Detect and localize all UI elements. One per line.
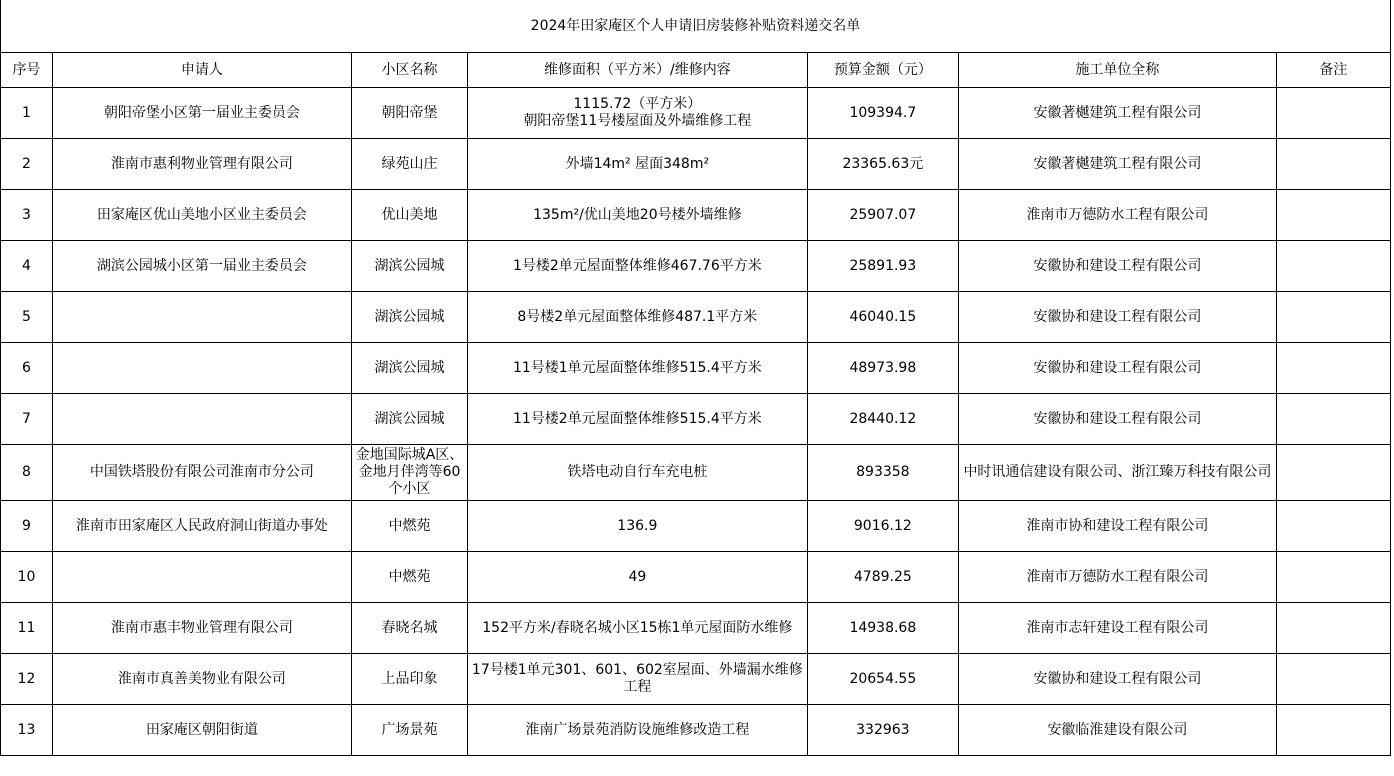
cell-applicant[interactable] <box>52 552 351 603</box>
cell-remark[interactable] <box>1276 705 1390 756</box>
table-row <box>1 292 1391 343</box>
cell-budget[interactable]: 893358 <box>807 445 959 501</box>
area-line: 1115.72（平方米） <box>573 96 702 112</box>
cell-seq[interactable]: 8 <box>1 445 53 501</box>
header-community[interactable]: 小区名称 <box>351 53 467 88</box>
area-line: 1号楼2单元屋面整体维修467.76平方米 <box>512 257 762 274</box>
area-line: 铁塔电动自行车充电桩 <box>567 464 708 480</box>
cell-contractor[interactable]: 淮南市万德防水工程有限公司 <box>959 552 1277 603</box>
cell-community[interactable]: 朝阳帝堡 <box>351 88 467 139</box>
table-row <box>1 241 1391 292</box>
cell-area[interactable] <box>468 88 807 139</box>
cell-seq[interactable]: 10 <box>1 552 53 603</box>
table-row <box>1 190 1391 241</box>
cell-budget[interactable]: 48973.98 <box>807 343 959 394</box>
cell-community[interactable]: 湖滨公园城 <box>351 241 467 292</box>
cell-contractor[interactable]: 淮南市协和建设工程有限公司 <box>959 501 1277 552</box>
cell-applicant[interactable] <box>52 394 351 445</box>
cell-budget[interactable]: 23365.63元 <box>807 139 959 190</box>
cell-applicant[interactable]: 中国铁塔股份有限公司淮南市分公司 <box>52 445 351 501</box>
cell-applicant[interactable]: 淮南市惠丰物业管理有限公司 <box>52 603 351 654</box>
cell-seq[interactable]: 11 <box>1 603 53 654</box>
cell-applicant[interactable]: 淮南市惠利物业管理有限公司 <box>52 139 351 190</box>
cell-seq[interactable]: 7 <box>1 394 53 445</box>
cell-community[interactable]: 优山美地 <box>351 190 467 241</box>
header-area[interactable]: 维修面积（平方米）/维修内容 <box>468 53 807 88</box>
cell-contractor[interactable]: 安徽协和建设工程有限公司 <box>959 654 1277 705</box>
cell-applicant[interactable] <box>52 343 351 394</box>
cell-budget[interactable]: 25907.07 <box>807 190 959 241</box>
header-row <box>1 53 1391 88</box>
cell-remark[interactable] <box>1276 654 1390 705</box>
table-row <box>1 603 1391 654</box>
cell-area[interactable] <box>468 705 807 756</box>
area-line: 外墙14m² 屋面348m² <box>565 155 710 172</box>
cell-seq[interactable]: 9 <box>1 501 53 552</box>
cell-budget[interactable]: 20654.55 <box>807 654 959 705</box>
cell-budget[interactable]: 9016.12 <box>807 501 959 552</box>
area-line: 11号楼2单元屋面整体维修515.4平方米 <box>512 410 762 427</box>
cell-budget[interactable]: 25891.93 <box>807 241 959 292</box>
area-line: 17号楼1单元301、601、602室屋面、外墙漏水维修工程 <box>471 662 803 695</box>
area-line: 136.9 <box>617 517 658 534</box>
cell-applicant[interactable]: 田家庵区优山美地小区业主委员会 <box>52 190 351 241</box>
header-seq[interactable]: 序号 <box>1 53 53 88</box>
cell-remark[interactable] <box>1276 292 1390 343</box>
area-line: 8号楼2单元屋面整体维修487.1平方米 <box>517 308 758 325</box>
cell-seq[interactable]: 3 <box>1 190 53 241</box>
area-line: 152平方米/春晓名城小区15栋1单元屋面防水维修 <box>482 619 793 636</box>
header-remark[interactable]: 备注 <box>1276 53 1390 88</box>
cell-applicant[interactable] <box>52 292 351 343</box>
cell-budget[interactable]: 332963 <box>807 705 959 756</box>
cell-budget[interactable]: 28440.12 <box>807 394 959 445</box>
cell-contractor[interactable]: 淮南市万德防水工程有限公司 <box>959 190 1277 241</box>
cell-area[interactable] <box>468 190 807 241</box>
cell-remark[interactable] <box>1276 139 1390 190</box>
cell-community[interactable]: 金地国际城A区、金地月伴湾等60个小区 <box>351 445 467 501</box>
cell-remark[interactable] <box>1276 552 1390 603</box>
cell-area[interactable] <box>468 445 807 501</box>
cell-area[interactable] <box>468 501 807 552</box>
cell-remark[interactable] <box>1276 394 1390 445</box>
cell-applicant[interactable]: 田家庵区朝阳街道 <box>52 705 351 756</box>
cell-area[interactable] <box>468 654 807 705</box>
cell-budget[interactable]: 109394.7 <box>807 88 959 139</box>
cell-community[interactable]: 春晓名城 <box>351 603 467 654</box>
cell-area[interactable] <box>468 241 807 292</box>
cell-community[interactable]: 绿苑山庄 <box>351 139 467 190</box>
cell-remark[interactable] <box>1276 190 1390 241</box>
cell-contractor[interactable]: 中时讯通信建设有限公司、浙江臻万科技有限公司 <box>959 445 1277 501</box>
cell-area[interactable] <box>468 394 807 445</box>
cell-community[interactable]: 湖滨公园城 <box>351 343 467 394</box>
cell-applicant[interactable]: 淮南市真善美物业有限公司 <box>52 654 351 705</box>
cell-seq[interactable]: 13 <box>1 705 53 756</box>
submission-table <box>0 52 1391 756</box>
cell-seq[interactable]: 12 <box>1 654 53 705</box>
table-body <box>1 88 1391 756</box>
cell-remark[interactable] <box>1276 241 1390 292</box>
table-row <box>1 654 1391 705</box>
table-row <box>1 88 1391 139</box>
cell-community[interactable]: 上品印象 <box>351 654 467 705</box>
cell-budget[interactable]: 46040.15 <box>807 292 959 343</box>
sheet-title: 2024年田家庵区个人申请旧房装修补贴资料递交名单 <box>0 0 1391 52</box>
cell-contractor[interactable]: 安徽著樾建筑工程有限公司 <box>959 88 1277 139</box>
table-row <box>1 501 1391 552</box>
cell-contractor[interactable]: 安徽协和建设工程有限公司 <box>959 241 1277 292</box>
table-row <box>1 552 1391 603</box>
cell-contractor[interactable]: 安徽临淮建设有限公司 <box>959 705 1277 756</box>
table-row <box>1 445 1391 501</box>
cell-seq[interactable]: 4 <box>1 241 53 292</box>
cell-remark[interactable] <box>1276 88 1390 139</box>
cell-community[interactable]: 湖滨公园城 <box>351 394 467 445</box>
cell-contractor[interactable]: 淮南市志轩建设工程有限公司 <box>959 603 1277 654</box>
area-line: 11号楼1单元屋面整体维修515.4平方米 <box>512 359 762 376</box>
cell-area[interactable] <box>468 292 807 343</box>
cell-budget[interactable]: 4789.25 <box>807 552 959 603</box>
cell-contractor[interactable]: 安徽协和建设工程有限公司 <box>959 292 1277 343</box>
table-row <box>1 343 1391 394</box>
area-line: 135m²/优山美地20号楼外墙维修 <box>533 206 742 223</box>
cell-remark[interactable] <box>1276 501 1390 552</box>
cell-remark[interactable] <box>1276 343 1390 394</box>
cell-area[interactable] <box>468 139 807 190</box>
cell-seq[interactable]: 6 <box>1 343 53 394</box>
cell-community[interactable]: 湖滨公园城 <box>351 292 467 343</box>
cell-seq[interactable]: 2 <box>1 139 53 190</box>
area-line: 49 <box>628 568 647 585</box>
header-budget[interactable]: 预算金额（元） <box>807 53 959 88</box>
cell-applicant[interactable]: 湖滨公园城小区第一届业主委员会 <box>52 241 351 292</box>
cell-area[interactable] <box>468 343 807 394</box>
area-line: 朝阳帝堡11号楼屋面及外墙维修工程 <box>523 113 752 129</box>
cell-area[interactable] <box>468 552 807 603</box>
cell-budget[interactable]: 14938.68 <box>807 603 959 654</box>
cell-community[interactable]: 中燃苑 <box>351 552 467 603</box>
cell-applicant[interactable]: 朝阳帝堡小区第一届业主委员会 <box>52 88 351 139</box>
cell-remark[interactable] <box>1276 603 1390 654</box>
cell-contractor[interactable]: 安徽著樾建筑工程有限公司 <box>959 139 1277 190</box>
header-applicant[interactable]: 申请人 <box>52 53 351 88</box>
cell-community[interactable]: 广场景苑 <box>351 705 467 756</box>
cell-contractor[interactable]: 安徽协和建设工程有限公司 <box>959 343 1277 394</box>
header-contractor[interactable]: 施工单位全称 <box>959 53 1277 88</box>
area-line: 淮南广场景苑消防设施维修改造工程 <box>525 721 750 738</box>
cell-applicant[interactable]: 淮南市田家庵区人民政府洞山街道办事处 <box>52 501 351 552</box>
table-row <box>1 394 1391 445</box>
cell-community[interactable]: 中燃苑 <box>351 501 467 552</box>
cell-seq[interactable]: 5 <box>1 292 53 343</box>
table-row <box>1 705 1391 756</box>
cell-contractor[interactable]: 安徽协和建设工程有限公司 <box>959 394 1277 445</box>
cell-area[interactable] <box>468 603 807 654</box>
cell-remark[interactable] <box>1276 445 1390 501</box>
table-row <box>1 139 1391 190</box>
cell-seq[interactable]: 1 <box>1 88 53 139</box>
